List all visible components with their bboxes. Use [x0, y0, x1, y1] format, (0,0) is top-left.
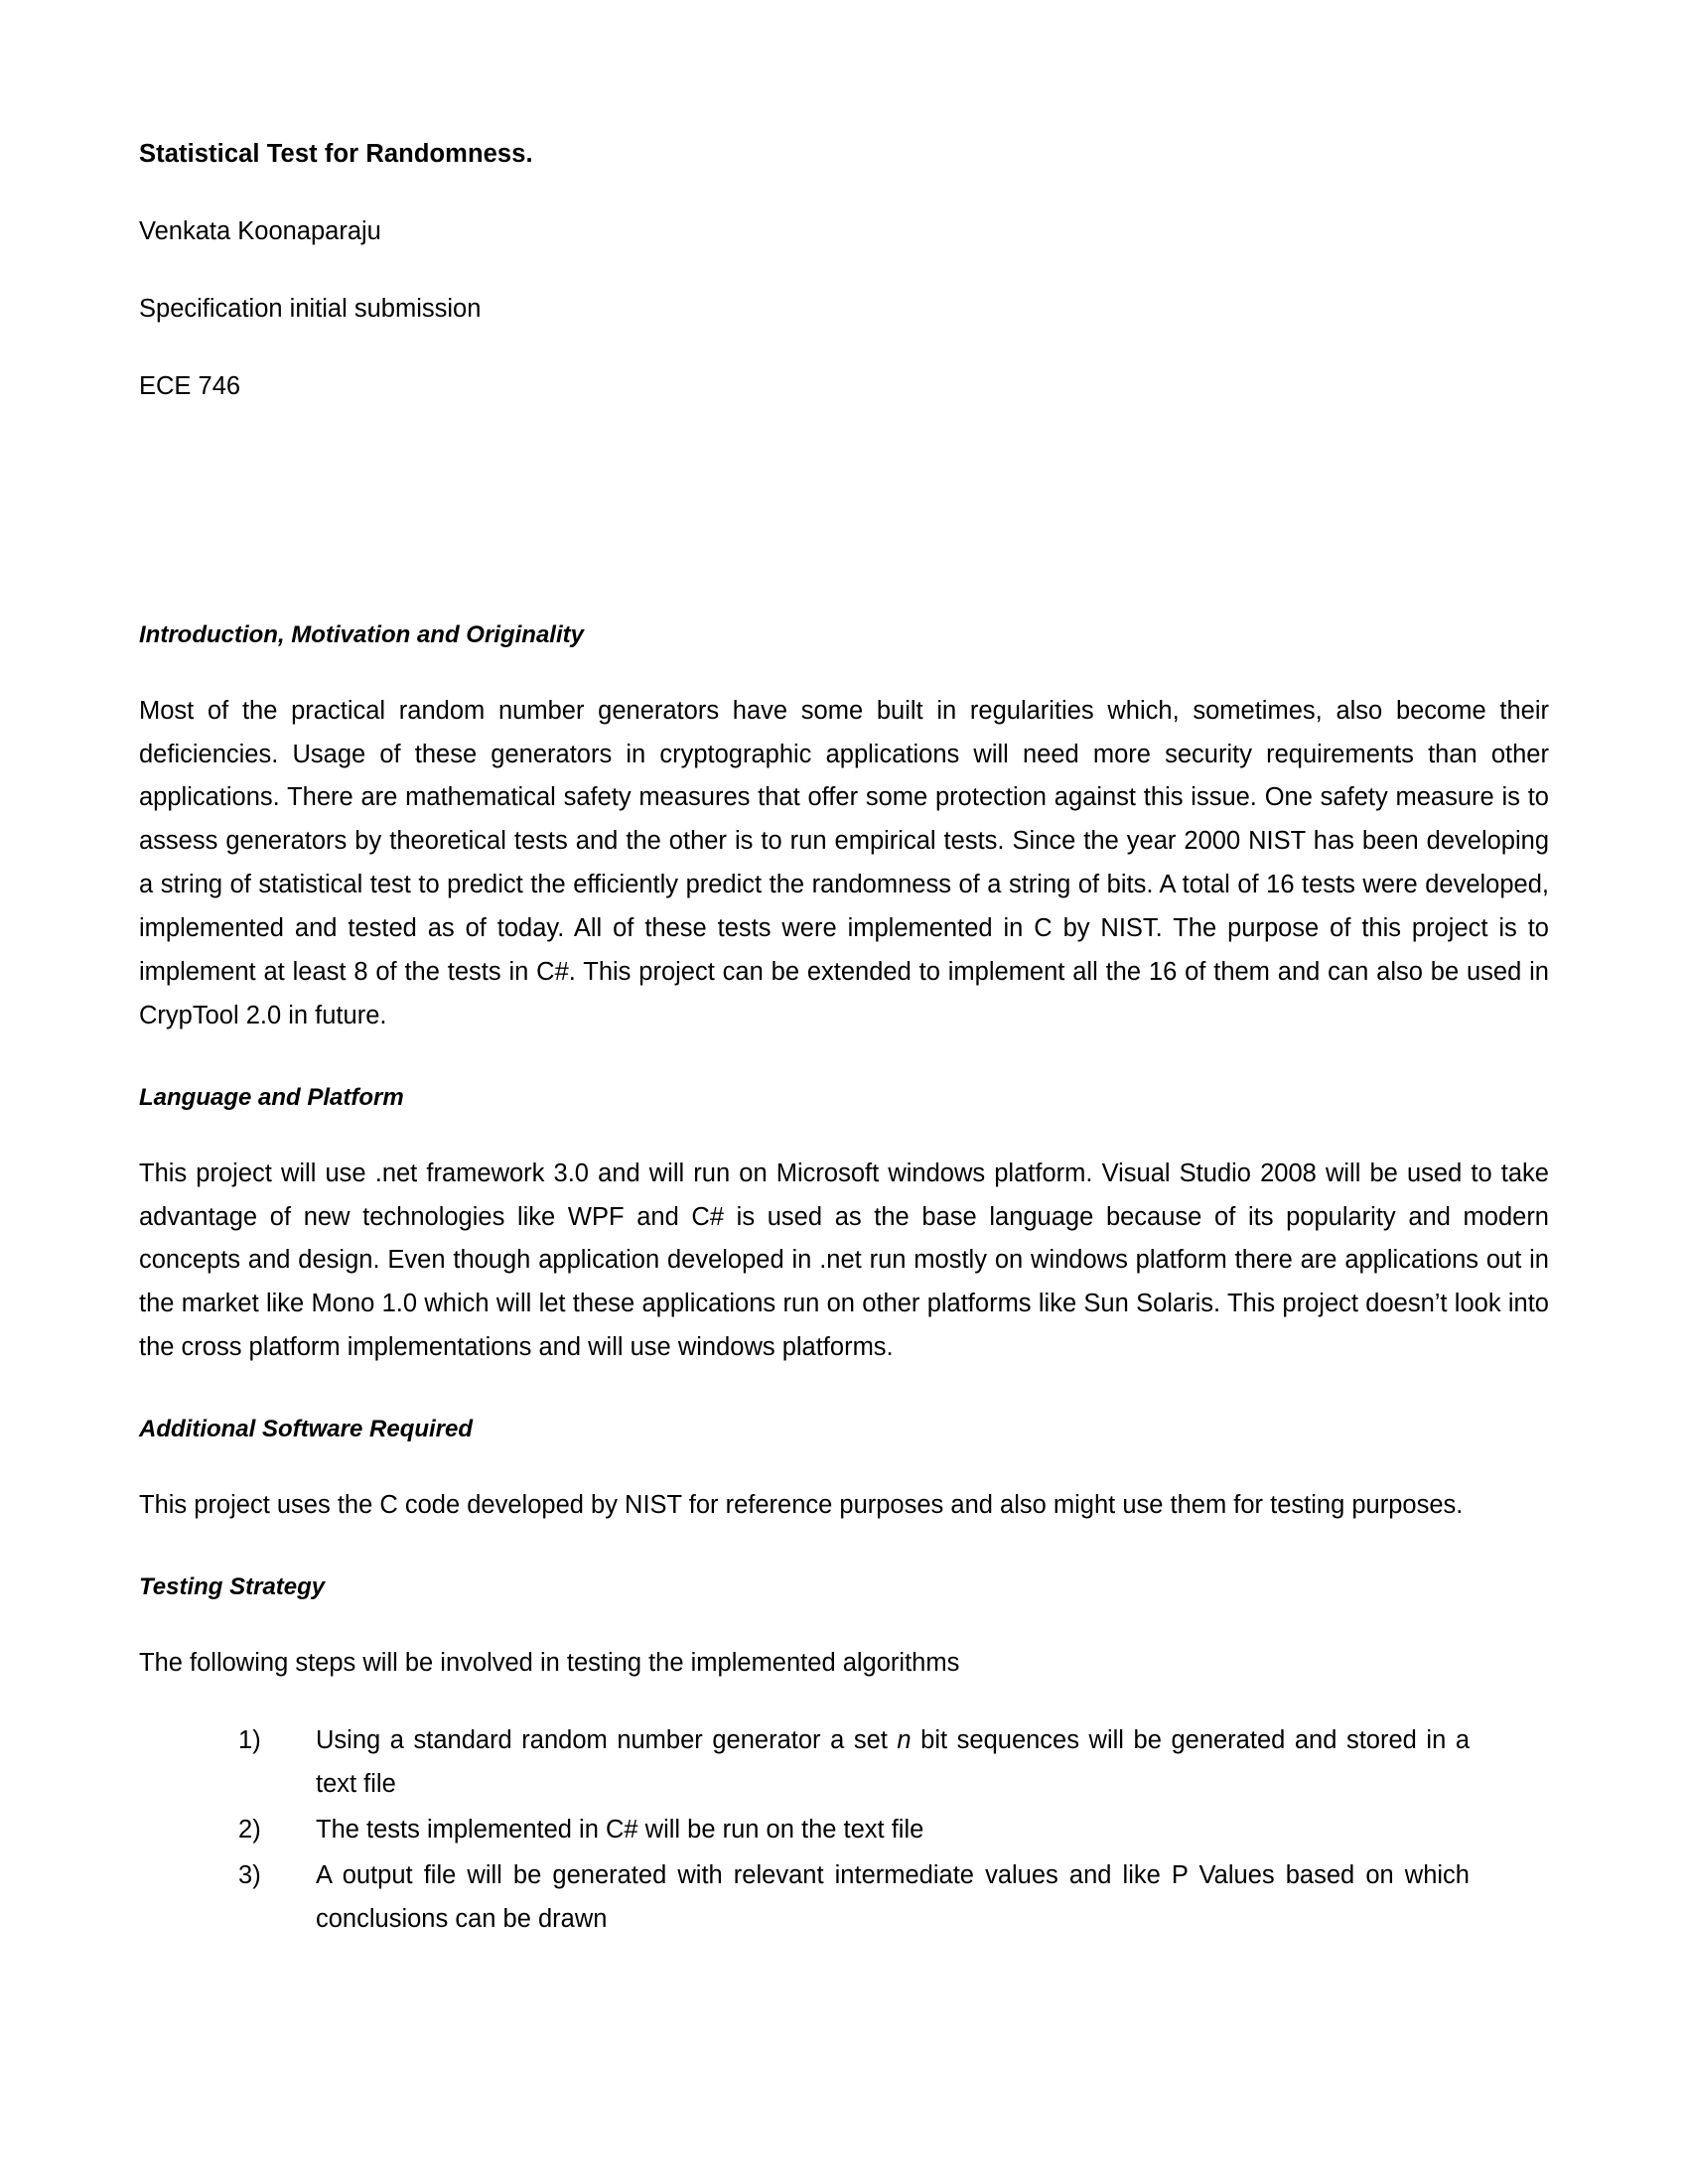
- list-item: [238, 1854, 1470, 1942]
- section-heading-introduction: Introduction, Motivation and Originality: [139, 620, 584, 648]
- section-paragraph-language-and-platform: This project will use .net framework 3.0 and will run on Microsoft windows platform. Visual Studio 2008 will be used to take advantage of new technologies like WPF and C# is used as the base language because of its popularity and modern concepts and design. Even though application developed in .net run mostly on windows platform there are applications out in the market like Mono 1.0 which will let these applications run on other platforms like Sun Solaris. This project doesn’t look into the cross platform implementations and will use windows platforms.: [139, 1159, 1549, 1362]
- document-author: Venkata Koonaparaju: [139, 216, 381, 245]
- title-block-spacer: [139, 449, 1549, 619]
- section-heading-language-and-platform: Language and Platform: [139, 1083, 404, 1111]
- document-title: Statistical Test for Randomness.: [139, 140, 533, 168]
- step-1-text-before: Using a standard random number generator a set: [316, 1726, 898, 1755]
- section-heading-additional-software-required: Additional Software Required: [139, 1416, 474, 1443]
- testing-steps-list: [139, 1719, 1549, 1941]
- step-2-text: The tests implemented in C# will be run on the text file: [316, 1815, 924, 1843]
- section-paragraph-introduction: Most of the practical random number generators have some built in regularities which, sometimes, also become their deficiencies. Usage of these generators in cryptographic applications will need more security requirements than other applications. There are mathematical safety measures that offer some protection against this issue. One safety measure is to assess generators by theoretical tests and the other is to run empirical tests. Since the year 2000 NIST has been developing a string of statistical test to predict the efficiently predict the randomness of a string of bits. A total of 16 tests were developed, implemented and tested as of today. All of these tests were implemented in C by NIST. The purpose of this project is to implement at least 8 of the tests in C#. This project can be extended to implement all the 16 of them and can also be used in CrypTool 2.0 in future.: [139, 696, 1549, 1029]
- section-paragraph-testing-strategy: The following steps will be involved in testing the implemented algorithms: [139, 1649, 960, 1678]
- step-1-variable-n: n: [897, 1726, 912, 1755]
- list-item: [238, 1719, 1470, 1807]
- step-3-text: A output file will be generated with relevant intermediate values and like P Values based on which conclusions can be drawn: [316, 1860, 1470, 1933]
- section-heading-testing-strategy: Testing Strategy: [139, 1573, 326, 1601]
- document-course-code: ECE 746: [139, 371, 241, 400]
- step-1-text-after: bit sequences will be generated and stored in a text file: [316, 1726, 1471, 1798]
- document-submission-type: Specification initial submission: [139, 294, 482, 323]
- document-body: [139, 139, 1549, 1941]
- list-item: [238, 1809, 1470, 1852]
- section-paragraph-additional-software-required: This project uses the C code developed by NIST for reference purposes and also might use them for testing purposes.: [139, 1491, 1464, 1520]
